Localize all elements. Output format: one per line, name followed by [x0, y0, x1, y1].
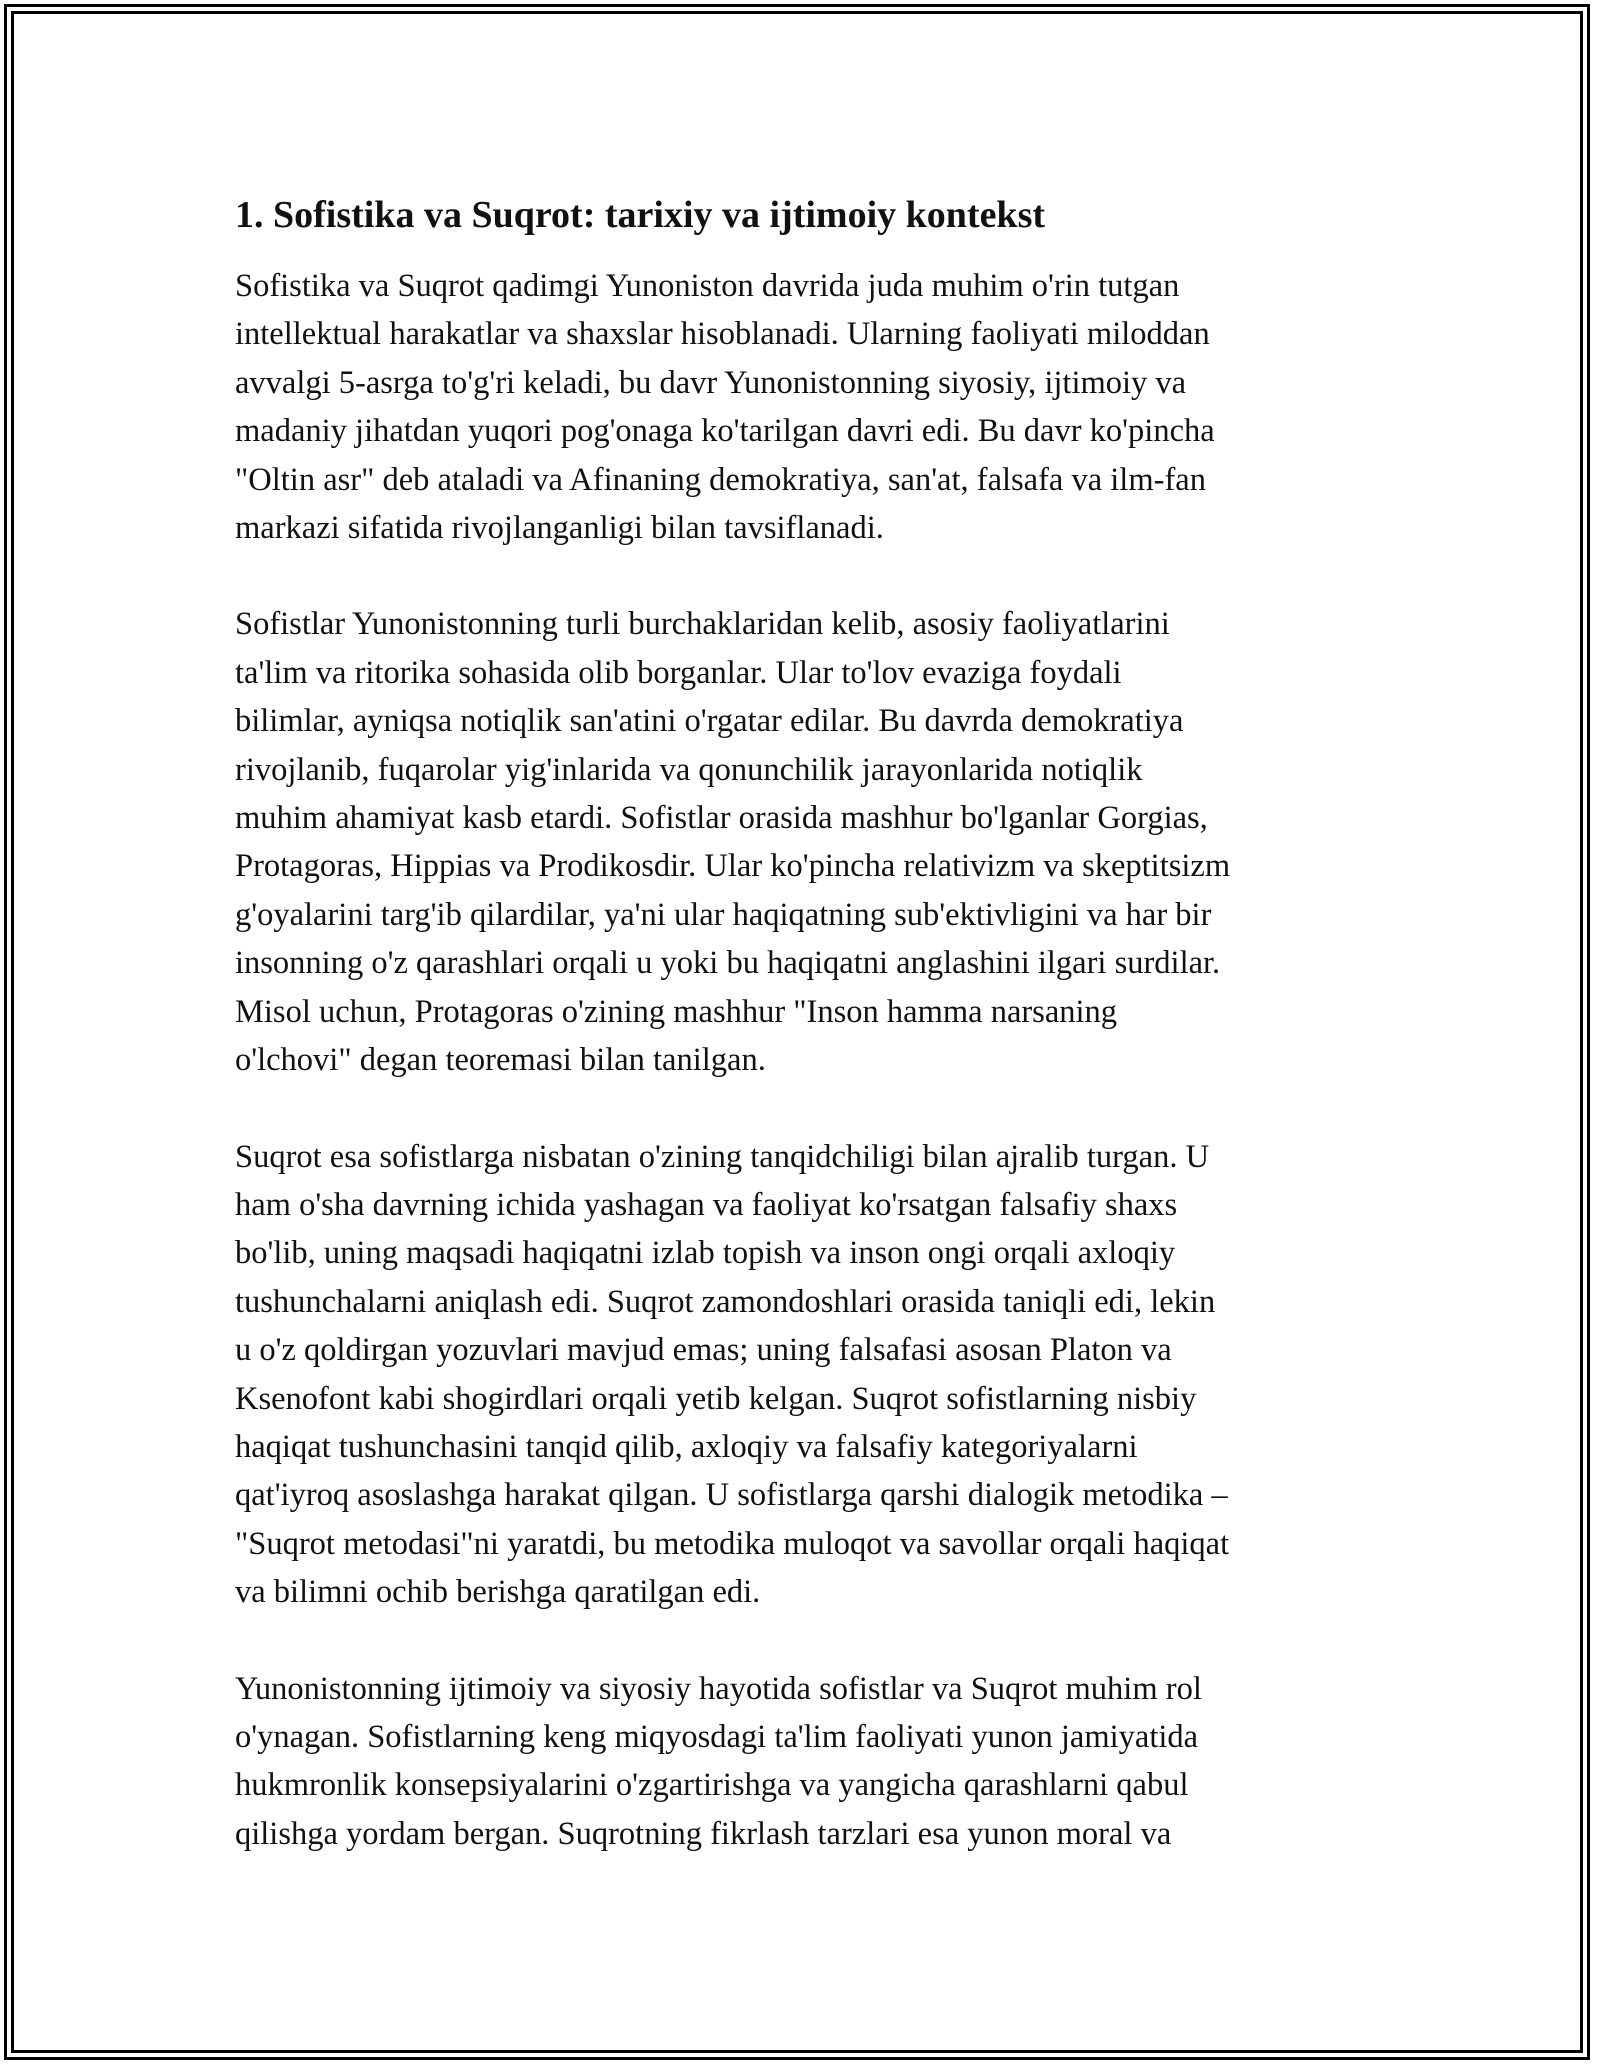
text-line: madaniy jihatdan yuqori pog'onaga ko'tarilgan davri edi. Bu davr ko'pincha: [235, 413, 1215, 450]
text-line: Protagoras, Hippias va Prodikosdir. Ular ko'pincha relativizm va skeptitsizm: [235, 848, 1231, 885]
text-line: Sofistlar Yunonistonning turli burchaklaridan kelib, asosiy faoliyatlarini: [235, 606, 1170, 643]
text-line: "Oltin asr" deb ataladi va Afinaning demokratiya, san'at, falsafa va ilm-fan: [235, 461, 1206, 498]
text-line: haqiqat tushunchasini tanqid qilib, axloqiy va falsafiy kategoriyalarni: [235, 1428, 1138, 1465]
text-line: "Suqrot metodasi"ni yaratdi, bu metodika muloqot va savollar orqali haqiqat: [235, 1525, 1230, 1562]
text-line: Suqrot esa sofistlarga nisbatan o'zining tanqidchiligi bilan ajralib turgan. U: [235, 1138, 1210, 1175]
text-line: intellektual harakatlar va shaxslar hisoblanadi. Ularning faoliyati miloddan: [235, 316, 1210, 353]
text-line: o'lchovi" degan teoremasi bilan tanilgan.: [235, 1042, 766, 1079]
text-line: qilishga yordam bergan. Suqrotning fikrlash tarzlari esa yunon moral va: [235, 1815, 1172, 1852]
text-line: va bilimni ochib berishga qaratilgan edi.: [235, 1574, 761, 1611]
paragraph-sophists: [235, 600, 1370, 1084]
text-line: ham o'sha davrning ichida yashagan va faoliyat ko'rsatgan falsafiy shaxs: [235, 1186, 1178, 1223]
text-line: u o'z qoldirgan yozuvlari mavjud emas; uning falsafasi asosan Platon va: [235, 1332, 1172, 1369]
text-line: Sofistika va Suqrot qadimgi Yunoniston davrida juda muhim o'rin tutgan: [235, 268, 1180, 304]
paragraph-socrates: [235, 1133, 1370, 1617]
text-line: hukmronlik konsepsiyalarini o'zgartirishga va yangicha qarashlarni qabul: [235, 1767, 1189, 1804]
text-line: Yunonistonning ijtimoiy va siyosiy hayotida sofistlar va Suqrot muhim rol: [235, 1670, 1202, 1707]
text-line: tushunchalarni aniqlash edi. Suqrot zamondoshlari orasida taniqli edi, lekin: [235, 1283, 1216, 1320]
text-line: Misol uchun, Protagoras o'zining mashhur "Inson hamma narsaning: [235, 993, 1118, 1030]
text-line: g'oyalarini targ'ib qilardilar, ya'ni ular haqiqatning sub'ektivligini va har bir: [235, 896, 1212, 933]
text-line: insonning o'z qarashlari orqali u yoki bu haqiqatni anglashini ilgari surdilar.: [235, 945, 1221, 982]
text-line: markazi sifatida rivojlanganligi bilan tavsiflanadi.: [235, 510, 884, 547]
text-line: qat'iyroq asoslashga harakat qilgan. U sofistlarga qarshi dialogik metodika –: [235, 1477, 1228, 1514]
paragraph-historical-context: [235, 262, 1370, 552]
text-line: avvalgi 5-asrga to'g'ri keladi, bu davr Yunonistonning siyosiy, ijtimoiy va: [235, 364, 1187, 401]
text-line: bilimlar, ayniqsa notiqlik san'atini o'rgatar edilar. Bu davrda demokratiya: [235, 703, 1184, 740]
paragraph-social-role: [235, 1665, 1370, 1859]
text-line: bo'lib, uning maqsadi haqiqatni izlab topish va inson ongi orqali axloqiy: [235, 1235, 1176, 1272]
text-line: o'ynagan. Sofistlarning keng miqyosdagi ta'lim faoliyati yunon jamiyatida: [235, 1718, 1199, 1755]
text-line: rivojlanib, fuqarolar yig'inlarida va qonunchilik jarayonlarida notiqlik: [235, 751, 1143, 788]
document-content: [235, 190, 1370, 1906]
section-heading: 1. Sofistika va Suqrot: tarixiy va ijtimoiy kontekst: [235, 194, 1046, 236]
text-line: Ksenofont kabi shogirdlari orqali yetib kelgan. Suqrot sofistlarning nisbiy: [235, 1380, 1197, 1417]
text-line: ta'lim va ritorika sohasida olib borganlar. Ular to'lov evaziga foydali: [235, 654, 1122, 691]
text-line: muhim ahamiyat kasb etardi. Sofistlar orasida mashhur bo'lganlar Gorgias,: [235, 800, 1208, 837]
